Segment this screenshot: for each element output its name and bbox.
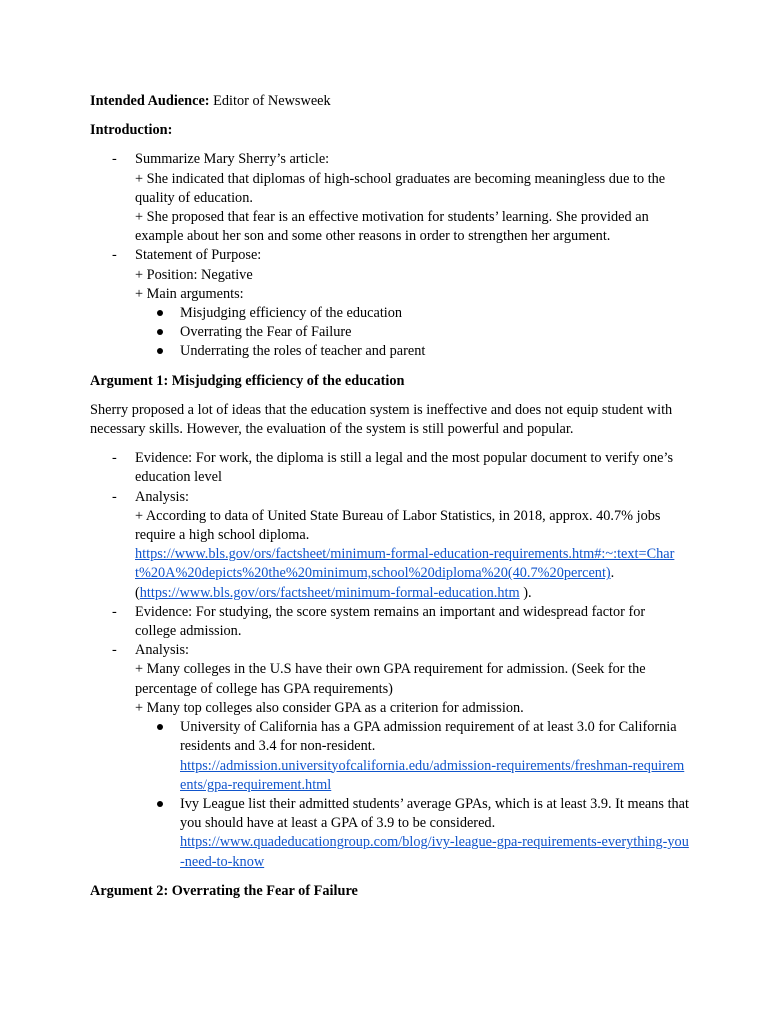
main-arguments-list	[135, 304, 690, 362]
dash-marker: -	[112, 151, 117, 168]
bullet-icon	[157, 310, 163, 316]
main-argument-text: Underrating the roles of teacher and parent	[180, 343, 426, 360]
paren-open: (	[135, 584, 140, 601]
intended-audience-label: Intended Audience:	[90, 93, 210, 109]
gpa-example-uc	[135, 718, 690, 795]
introduction-list	[90, 150, 690, 361]
arg1-analysis-gpa-line-2: + Many top colleges also consider GPA as a criterion for admission.	[135, 699, 524, 716]
intro-purpose-main-arguments: + Main arguments:	[135, 285, 244, 302]
arg1-analysis-gpa-title: Analysis:	[135, 642, 190, 659]
argument-2-heading: Argument 2: Overrating the Fear of Failure	[90, 882, 358, 899]
intended-audience-value: Editor of Newsweek	[209, 93, 331, 109]
bls-link-period: .	[610, 565, 615, 582]
main-argument-text: Overrating the Fear of Failure	[180, 324, 352, 341]
arg1-evidence-studying-text: Evidence: For studying, the score system remains an important and widespread factor for college admission.	[135, 603, 646, 640]
arg1-analysis-work	[90, 488, 690, 603]
arg1-evidence-work	[90, 449, 690, 487]
intended-audience	[90, 92, 690, 111]
intro-purpose-title: Statement of Purpose:	[135, 247, 262, 264]
argument-1-heading: Argument 1: Misjudging efficiency of the education	[90, 372, 405, 389]
argument-1-list	[90, 449, 690, 871]
intro-purpose-position: + Position: Negative	[135, 266, 253, 283]
main-argument-item	[135, 323, 690, 342]
intro-item-summary	[90, 150, 690, 246]
bullet-icon	[157, 801, 163, 807]
intro-item-purpose	[90, 246, 690, 361]
gpa-example-uc-text: University of California has a GPA admission requirement of at least 3.0 for California residents and 3.4 for non-resident.	[180, 719, 677, 755]
dash-marker: -	[112, 642, 117, 659]
main-argument-item	[135, 342, 690, 361]
gpa-example-ivy	[135, 795, 690, 872]
arg1-evidence-studying	[90, 603, 690, 641]
argument-1-intro: Sherry proposed a lot of ideas that the education system is ineffective and does not equip student with necessary skills. However, the evaluation of the system is still powerful and popular.	[90, 401, 673, 438]
gpa-example-ivy-text: Ivy League list their admitted students’ average GPAs, which is at least 3.9. It means that you should have at least a GPA of 3.9 to be considered.	[180, 795, 690, 832]
arg1-analysis-work-line: + According to data of United State Bureau of Labor Statistics, in 2018, approx. 40.7% jobs require a high school diploma.	[135, 507, 661, 544]
arg1-analysis-gpa	[90, 641, 690, 871]
intro-summary-line-2: + She proposed that fear is an effective motivation for students’ learning. She provided an example about her son and some other reasons in order to strengthen her argument.	[135, 209, 649, 245]
uc-gpa-link[interactable]: https://admission.universityofcalifornia.edu/admission-requirements/freshman-requirements/gpa-requirement.html	[180, 757, 685, 793]
arg1-analysis-work-title: Analysis:	[135, 488, 190, 505]
paren-close: ).	[519, 584, 532, 601]
arg1-bls-link-2-line	[135, 584, 690, 603]
bullet-icon	[157, 724, 163, 730]
introduction-heading: Introduction:	[90, 122, 173, 139]
arg1-bls-link-line	[135, 545, 690, 583]
bullet-icon	[157, 348, 163, 354]
ivy-gpa-link[interactable]: https://www.quadeducationgroup.com/blog/ivy-league-gpa-requirements-everything-you-need-to-know	[180, 834, 689, 870]
main-argument-item	[135, 304, 690, 323]
bullet-icon	[157, 329, 163, 335]
dash-marker: -	[112, 603, 117, 620]
arg1-evidence-work-text: Evidence: For work, the diploma is still a legal and the most popular document to verify one’s education level	[135, 450, 674, 486]
document-page	[90, 92, 690, 911]
intro-summary-title: Summarize Mary Sherry’s article:	[135, 151, 330, 168]
dash-marker: -	[112, 450, 117, 467]
intro-summary-line-1: + She indicated that diplomas of high-school graduates are becoming meaningless due to the quality of education.	[135, 170, 666, 206]
arg1-analysis-gpa-line-1: + Many colleges in the U.S have their own GPA requirement for admission. (Seek for the percentage of college has GPA requirements)	[135, 661, 646, 697]
bls-factsheet-link[interactable]: https://www.bls.gov/ors/factsheet/minimum-formal-education.htm	[139, 584, 520, 601]
bls-chart-link[interactable]: https://www.bls.gov/ors/factsheet/minimum-formal-education-requirements.htm#:~:text=Chart%20A%20depicts%20the%20minimum,school%20diploma%20(40.7%20percent)	[135, 546, 675, 582]
dash-marker: -	[112, 247, 117, 264]
main-argument-text: Misjudging efficiency of the education	[180, 305, 403, 322]
dash-marker: -	[112, 488, 117, 505]
gpa-examples-list	[135, 718, 690, 872]
